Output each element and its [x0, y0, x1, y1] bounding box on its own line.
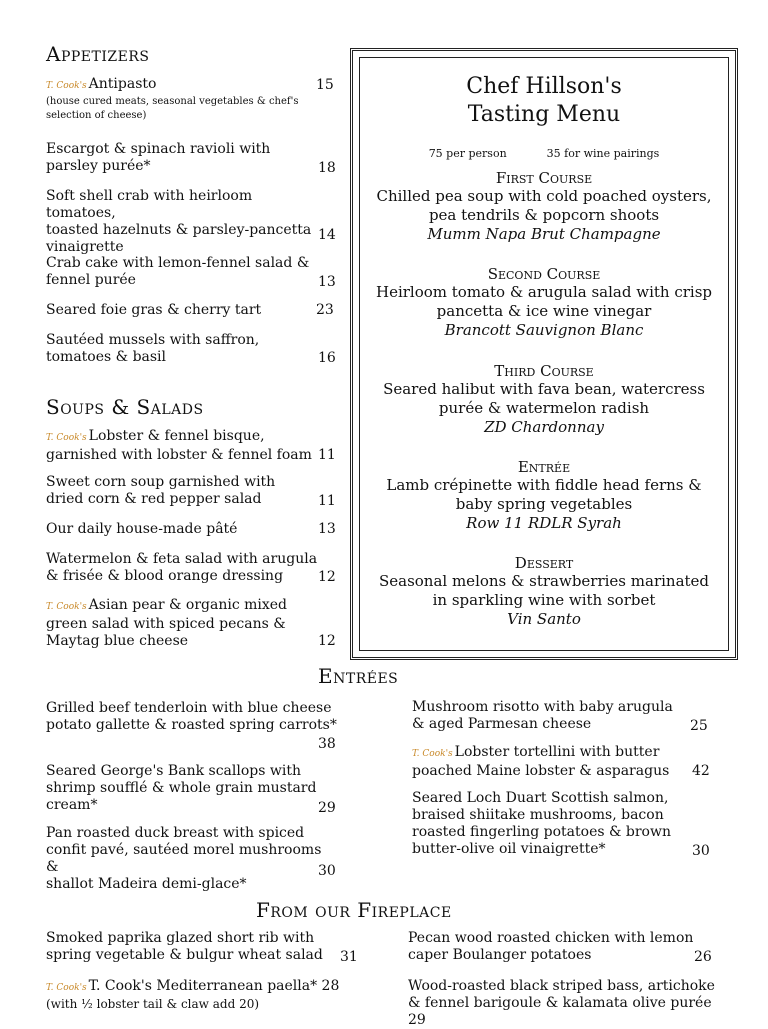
signature-mark: T. Cook's [46, 433, 87, 443]
menu-item: Seared George's Bank scallops with shrimp soufflé & whole grain mustard cream* [46, 763, 317, 813]
menu-item [46, 76, 346, 123]
menu-item: Seared foie gras & cherry tart [46, 302, 262, 318]
item-price: 13 [318, 274, 336, 290]
menu-item: Escargot & spinach ravioli with parsley purée* [46, 141, 271, 174]
menu-item: Mushroom risotto with baby arugula & aged Parmesan cheese [412, 699, 673, 732]
item-price: 12 [318, 569, 336, 585]
entrees-heading: Entrées [318, 664, 399, 688]
item-price: 14 [318, 227, 336, 243]
item-price: 11 [318, 493, 336, 509]
item-price: 31 [340, 949, 358, 965]
item-price: 16 [318, 350, 336, 366]
tasting-title: Chef Hillson's Tasting Menu [466, 74, 622, 127]
course-third: Third Course Seared halibut with fava bean, watercress purée & watermelon radish ZD Chardonnay [383, 362, 705, 436]
item-price: 30 [692, 843, 710, 859]
course-entree: Entrée Lamb crépinette with fiddle head ferns & baby spring vegetables Row 11 RDLR Syrah [386, 458, 702, 532]
menu-item: Sautéed mussels with saffron, tomatoes & basil [46, 332, 260, 365]
soups-heading: Soups & Salads [46, 395, 204, 419]
appetizers-heading: Appetizers [46, 42, 150, 66]
menu-item: Soft shell crab with heirloom tomatoes, toasted hazelnuts & parsley-pancetta vinaigrette [46, 188, 312, 255]
menu-item: Our daily house-made pâté [46, 521, 238, 537]
item-price: 26 [694, 949, 712, 965]
course-dessert: Dessert Seasonal melons & strawberries marinated in sparkling wine with sorbet Vin Santo [378, 554, 710, 628]
fireplace-heading: From our Fireplace [256, 898, 452, 922]
item-price: 11 [318, 447, 336, 463]
menu-item: Pecan wood roasted chicken with lemon caper Boulanger potatoes [408, 930, 694, 963]
item-price: 23 [316, 302, 334, 318]
menu-item: Smoked paprika glazed short rib with spring vegetable & bulgur wheat salad [46, 930, 323, 963]
tasting-menu-box [350, 48, 738, 660]
item-price: 12 [318, 633, 336, 649]
menu-item: Wood-roasted black striped bass, artichoke & fennel barigoule & kalamata olive purée 29 [408, 978, 715, 1028]
item-price: 29 [318, 800, 336, 816]
menu-item: Grilled beef tenderloin with blue cheese potato gallette & roasted spring carrots* [46, 700, 337, 733]
signature-mark: T. Cook's [412, 749, 453, 759]
course-second: Second Course Heirloom tomato & arugula salad with crisp pancetta & ice wine vinegar Brancott Sauvignon Blanc [375, 265, 712, 339]
menu-item: Seared Loch Duart Scottish salmon, braised shiitake mushrooms, bacon roasted fingerling potatoes & brown butter-olive oil vinaigrette* [412, 790, 671, 857]
item-price: 25 [690, 718, 708, 734]
menu-item: Crab cake with lemon-fennel salad & fennel purée [46, 255, 310, 288]
menu-item: Watermelon & feta salad with arugula & frisée & blood orange dressing [46, 551, 318, 584]
signature-mark: T. Cook's [46, 983, 87, 993]
item-note: (house cured meats, seasonal vegetables & chef's selection of cheese) [46, 96, 299, 121]
menu-item: Sweet corn soup garnished with dried corn & red pepper salad [46, 474, 276, 507]
course-first: First Course Chilled pea soup with cold poached oysters, pea tendrils & popcorn shoots Mumm Napa Brut Champagne [376, 169, 712, 243]
item-price: 30 [318, 863, 336, 879]
item-note: (with ½ lobster tail & claw add 20) [46, 997, 260, 1011]
item-price: 38 [318, 736, 336, 752]
item-text: Antipasto [88, 76, 157, 92]
item-price: 18 [318, 160, 336, 176]
item-price: 15 [316, 77, 334, 93]
item-price: 13 [318, 521, 336, 537]
tasting-pricing: 75 per person 35 for wine pairings [428, 147, 660, 160]
menu-item: Pan roasted duck breast with spiced confit pavé, sautéed morel mushrooms & shallot Madeira demi-glace* [46, 825, 322, 892]
menu-item: T. Cook's Lobster & fennel bisque, garnished with lobster & fennel foam [46, 428, 312, 463]
item-price: 42 [692, 763, 710, 779]
signature-mark: T. Cook's [46, 81, 87, 91]
menu-item: T. Cook's T. Cook's Mediterranean paella* 28 (with ½ lobster tail & claw add 20) [46, 978, 376, 1011]
signature-mark: T. Cook's [46, 602, 87, 612]
menu-item: T. Cook's Lobster tortellini with butter poached Maine lobster & asparagus [412, 744, 670, 779]
menu-item: T. Cook's Asian pear & organic mixed green salad with spiced pecans & Maytag blue cheese [46, 597, 288, 649]
